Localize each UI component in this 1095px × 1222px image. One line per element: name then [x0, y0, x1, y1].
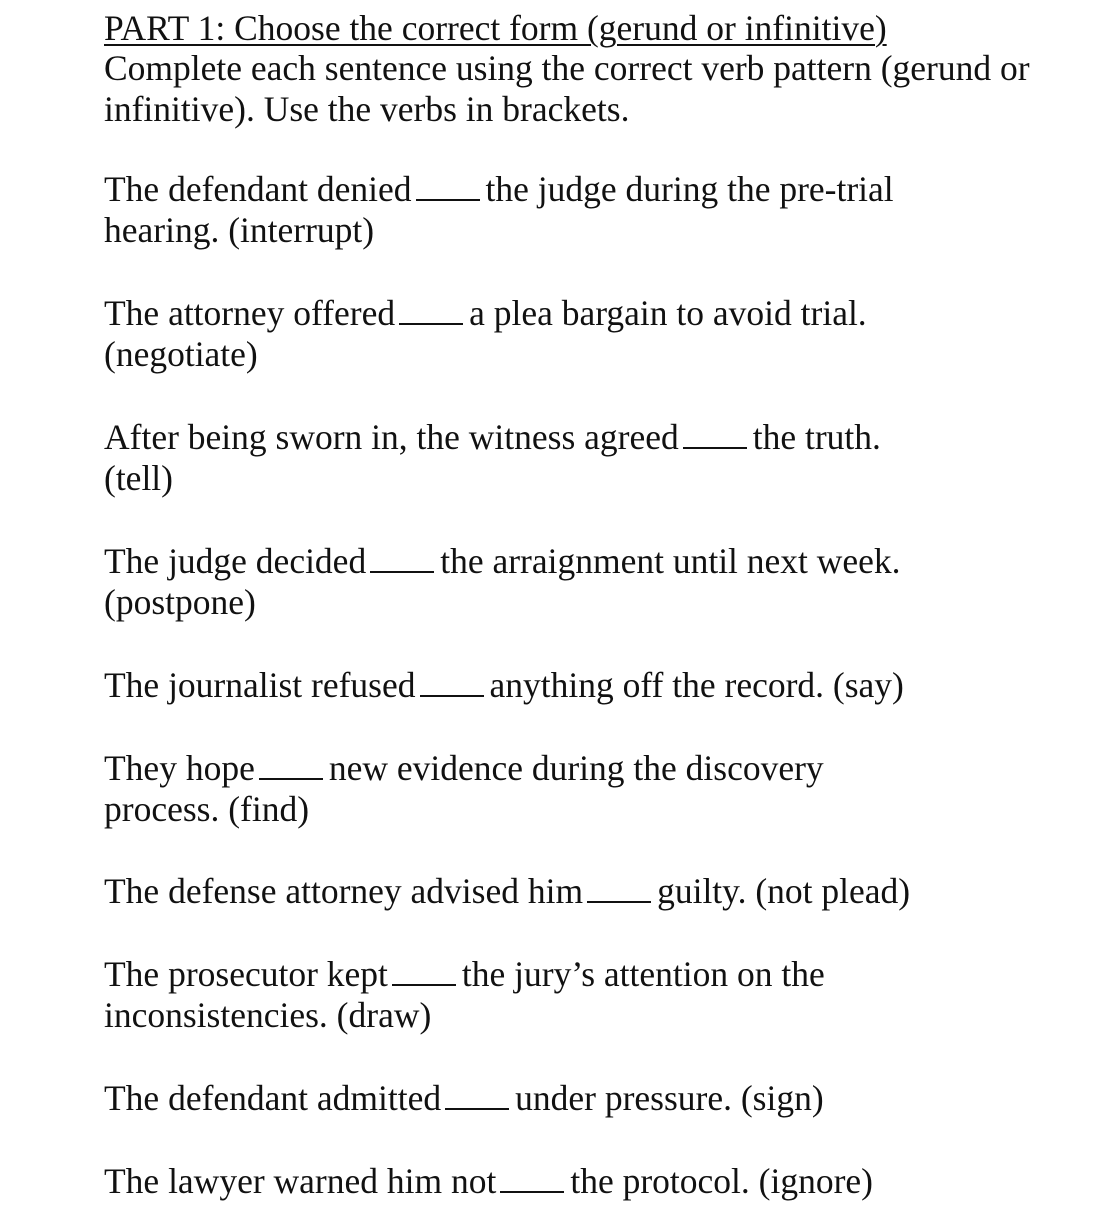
sentence-continuation: (negotiate) — [104, 334, 258, 374]
exercise-item-2 — [104, 293, 1004, 375]
exercise-item-4 — [104, 541, 1004, 623]
sentence-start: The defense attorney advised him — [104, 871, 584, 911]
answer-blank[interactable] — [259, 752, 323, 780]
answer-blank[interactable] — [370, 545, 434, 573]
exercise-item-10 — [104, 1161, 1004, 1202]
sentence-continuation: (tell) — [104, 458, 173, 498]
answer-blank[interactable] — [420, 669, 484, 697]
exercise-item-6 — [104, 748, 1004, 830]
instructions: Complete each sentence using the correct verb pattern (gerund or infinitive). Use the verbs in brackets. — [104, 48, 1030, 129]
exercise-item-9 — [104, 1078, 1004, 1119]
sentence-start: After being sworn in, the witness agreed — [104, 417, 679, 457]
sentence-end: the jury’s attention on the — [461, 954, 825, 994]
sentence-end: the judge during the pre-trial — [485, 169, 894, 209]
sentence-end: the truth. — [752, 417, 881, 457]
sentence-start: The journalist refused — [104, 665, 416, 705]
exercise-item-8 — [104, 954, 1004, 1036]
sentence-start: The attorney offered — [104, 293, 396, 333]
sentence-continuation: process. (find) — [104, 789, 310, 829]
sentence-continuation: inconsistencies. (draw) — [104, 995, 432, 1035]
sentence-continuation: hearing. (interrupt) — [104, 210, 375, 250]
sentence-end: the protocol. (ignore) — [570, 1161, 873, 1201]
sentence-start: The defendant denied — [104, 169, 412, 209]
sentence-start: They hope — [104, 748, 255, 788]
worksheet-page — [104, 0, 1064, 1201]
sentence-start: The judge decided — [104, 541, 367, 581]
sentence-start: The defendant admitted — [104, 1078, 442, 1118]
sentence-end: anything off the record. (say) — [489, 665, 904, 705]
sentence-end: guilty. (not plead) — [657, 871, 911, 911]
sentence-end: new evidence during the discovery — [328, 748, 824, 788]
sentence-end: under pressure. (sign) — [515, 1078, 824, 1118]
answer-blank[interactable] — [392, 958, 456, 986]
sentence-start: The lawyer warned him not — [104, 1161, 497, 1201]
answer-blank[interactable] — [500, 1165, 564, 1193]
exercise-item-1 — [104, 169, 1004, 251]
sentence-end: a plea bargain to avoid trial. — [469, 293, 867, 333]
part-title: PART 1: Choose the correct form (gerund or infinitive) — [104, 8, 887, 48]
answer-blank[interactable] — [587, 875, 651, 903]
sentence-start: The prosecutor kept — [104, 954, 388, 994]
exercise-item-7 — [104, 871, 1004, 912]
answer-blank[interactable] — [399, 297, 463, 325]
answer-blank[interactable] — [416, 173, 480, 201]
sentence-end: the arraignment until next week. — [440, 541, 901, 581]
sentence-continuation: (postpone) — [104, 582, 256, 622]
answer-blank[interactable] — [683, 421, 747, 449]
exercise-item-3 — [104, 417, 1004, 499]
exercise-item-5 — [104, 665, 1004, 706]
answer-blank[interactable] — [445, 1082, 509, 1110]
